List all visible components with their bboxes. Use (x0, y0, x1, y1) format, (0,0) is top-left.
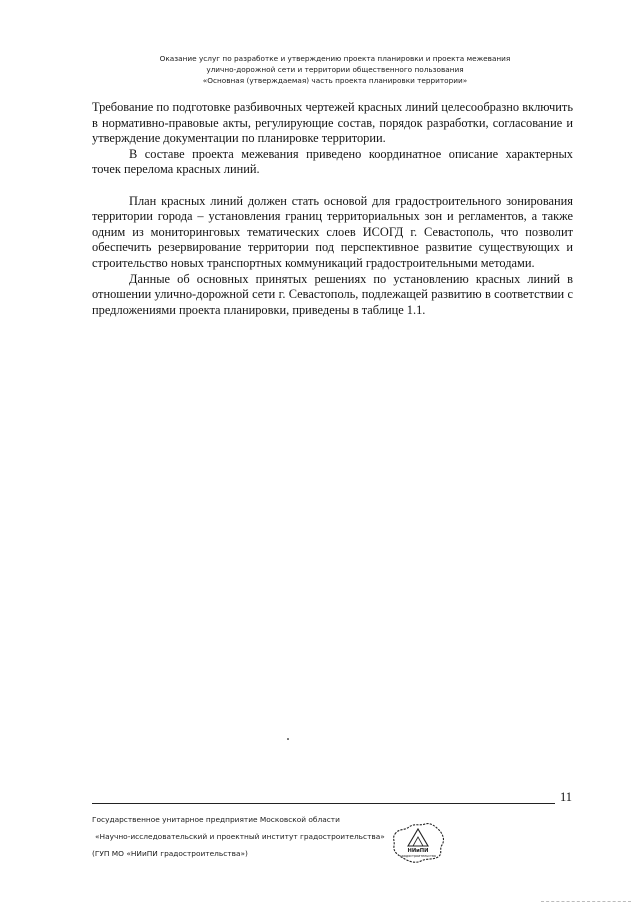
header-line-2: улично-дорожной сети и территории общественного пользования (206, 65, 464, 74)
footer-org-line-2: «Научно-исследовательский и проектный институт градостроительства» (95, 832, 385, 841)
institute-logo-icon (389, 818, 447, 866)
footer-rule (92, 803, 555, 804)
paragraph-1: Требование по подготовке разбивочных чертежей красных линий целесообразно включить в нормативно-правовые акты, регулирующие состав, порядок разработки, согласование и утверждение документации по планировке территории. (92, 100, 573, 146)
footer-org-line-1: Государственное унитарное предприятие Московской области (92, 815, 340, 824)
scan-edge-mark (541, 901, 631, 902)
paragraph-2: В составе проекта межевания приведено координатное описание характерных точек перелома красных линий. (92, 146, 573, 177)
header-line-3: «Основная (утверждаемая) часть проекта планировки территории» (202, 76, 468, 85)
logo-text-bottom: градостроительства (400, 854, 436, 858)
scan-artifact-dot (287, 738, 289, 740)
footer-organization (92, 811, 385, 862)
document-header (100, 53, 570, 86)
header-line-1: Оказание услуг по разработке и утверждению проекта планировки и проекта межевания (159, 54, 511, 63)
logo-text-top: НИиПИ (407, 848, 429, 854)
page-number: 11 (560, 790, 573, 804)
footer-org-line-3: (ГУП МО «НИиПИ градостроительства») (92, 849, 248, 858)
paragraph-3: План красных линий должен стать основой для градостроительного зонирования территории города – установления границ территориальных зон и регламентов, а также одним из мониторинговых тематических слоев ИСОГД г. Севастополь, что позволит обеспечить резервирование территории под перспективное развитие существующих и строительство новых транспортных коммуникаций градостроительными методами. (92, 193, 573, 270)
document-body (92, 100, 573, 318)
paragraph-4: Данные об основных принятых решениях по установлению красных линий в отношении улично-дорожной сети г. Севастополь, подлежащей развитию в соответствии с предложениями проекта планировки, приведены в таблице 1.1. (92, 271, 573, 317)
